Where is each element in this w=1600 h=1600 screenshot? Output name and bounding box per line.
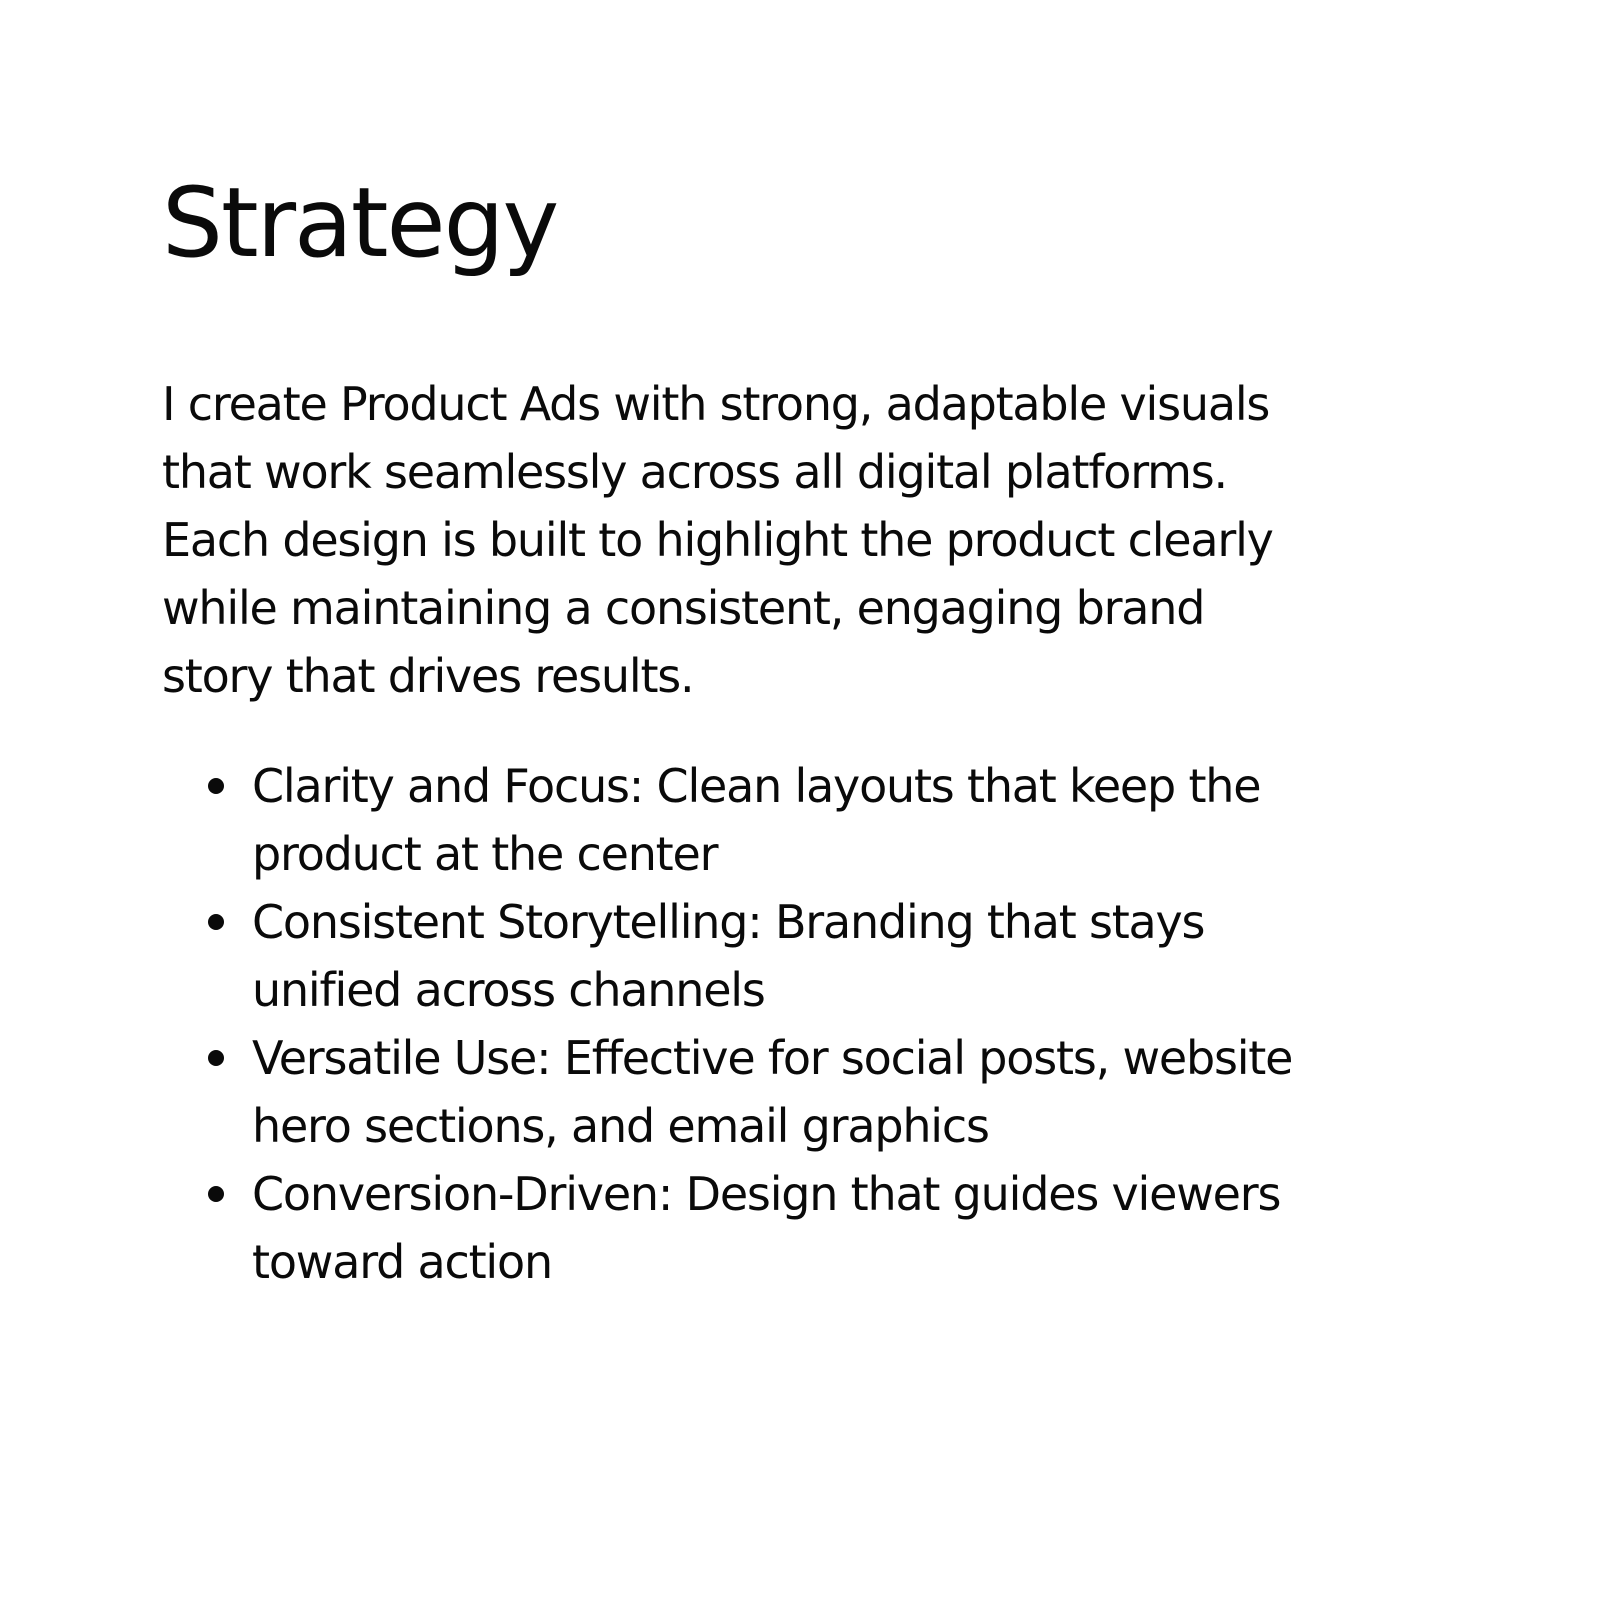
intro-line: Each design is built to highlight the product clearly xyxy=(162,513,1273,567)
bullet-text-line: Conversion-Driven: Design that guides viewers xyxy=(252,1167,1281,1221)
bullet-text-line: toward action xyxy=(252,1235,552,1289)
intro-line: story that drives results. xyxy=(162,649,694,703)
bullet-clarity-focus xyxy=(162,752,1452,888)
bullet-text-line: hero sections, and email graphics xyxy=(252,1099,989,1153)
bullet-conversion-driven xyxy=(162,1160,1452,1296)
bullet-text-line: Versatile Use: Effective for social posts, website xyxy=(252,1031,1293,1085)
intro-line: I create Product Ads with strong, adaptable visuals xyxy=(162,377,1270,431)
strategy-bullet-list xyxy=(162,752,1452,1296)
bullet-text-line: product at the center xyxy=(252,827,718,881)
bullet-dot-icon xyxy=(208,914,224,930)
bullet-dot-icon xyxy=(208,778,224,794)
bullet-text-line: unified across channels xyxy=(252,963,765,1017)
bullet-dot-icon xyxy=(208,1050,224,1066)
bullet-text-line: Consistent Storytelling: Branding that stays xyxy=(252,895,1205,949)
intro-line: that work seamlessly across all digital platforms. xyxy=(162,445,1227,499)
bullet-text-line: Clarity and Focus: Clean layouts that keep the xyxy=(252,759,1261,813)
strategy-page xyxy=(162,0,1452,1600)
bullet-versatile-use xyxy=(162,1024,1452,1160)
page-title: Strategy xyxy=(162,167,558,279)
intro-line: while maintaining a consistent, engaging brand xyxy=(162,581,1205,635)
bullet-dot-icon xyxy=(208,1186,224,1202)
bullet-consistent-storytelling xyxy=(162,888,1452,1024)
intro-paragraph xyxy=(162,370,1452,710)
